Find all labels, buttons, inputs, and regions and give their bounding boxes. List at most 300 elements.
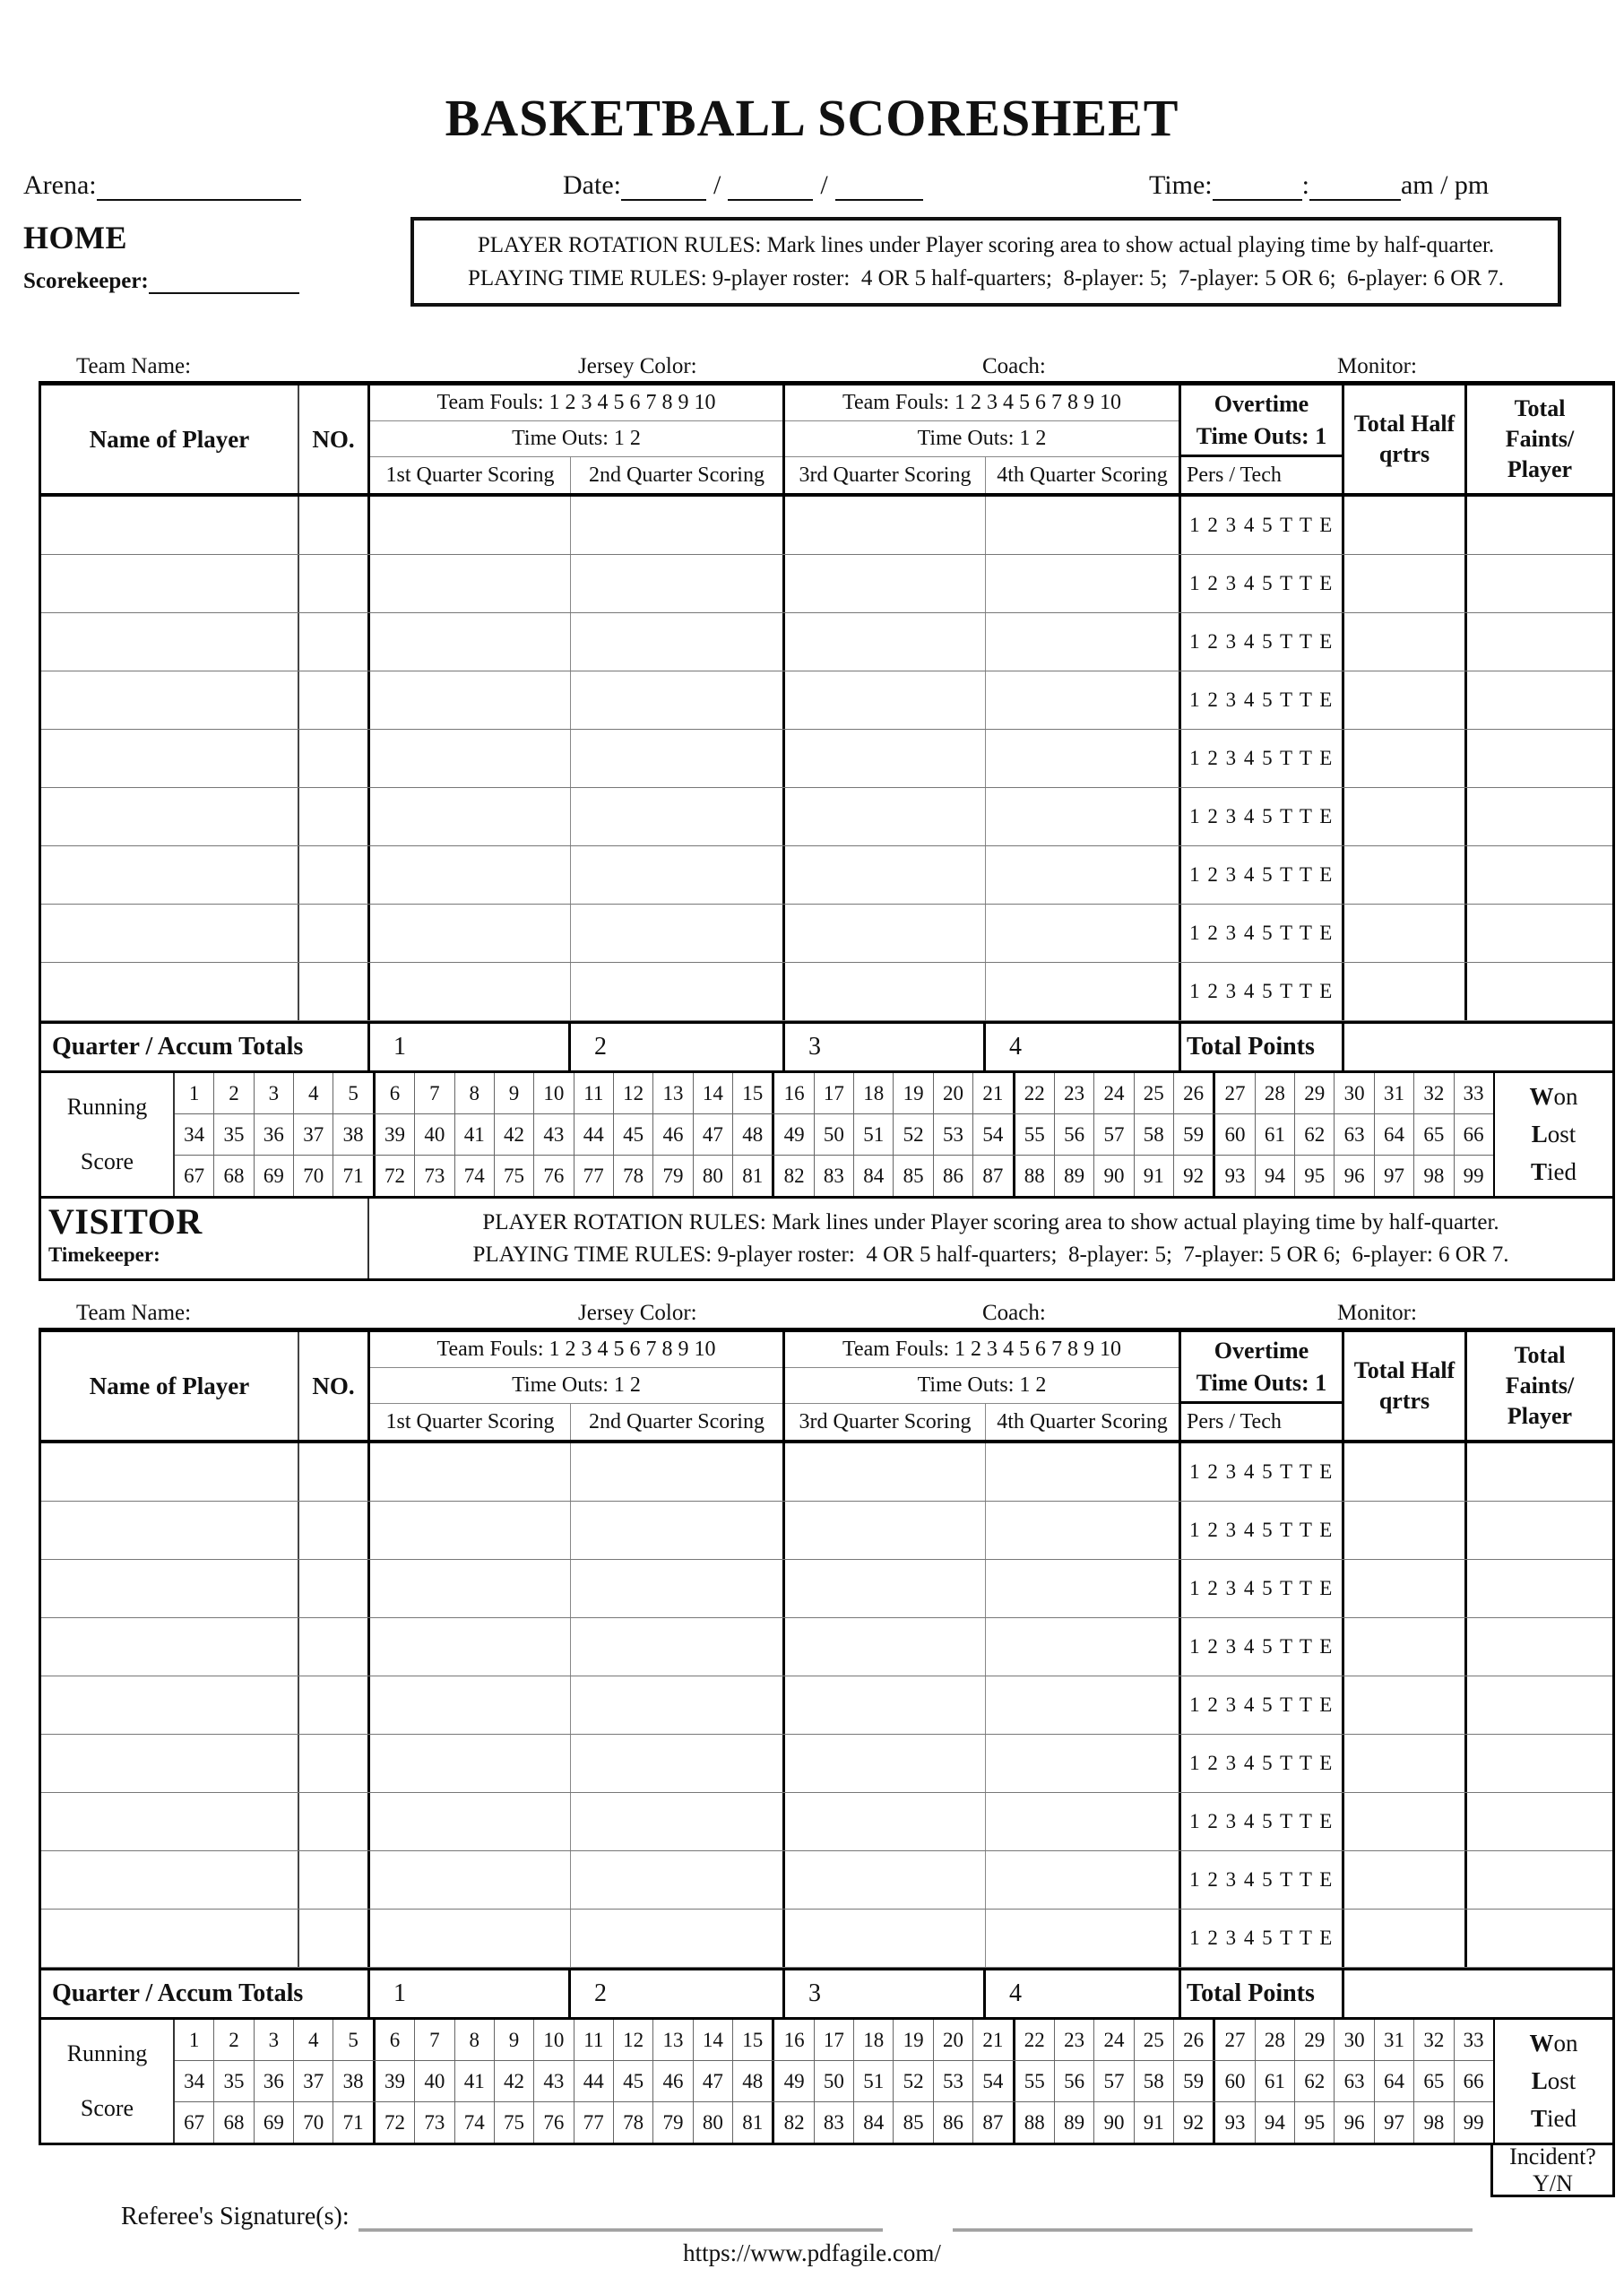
header-q4-scoring: 4th Quarter Scoring bbox=[997, 463, 1168, 487]
pers-tech-scale: 1 2 3 4 5 T T E bbox=[1181, 905, 1344, 962]
header-no: NO. bbox=[299, 1332, 370, 1440]
running-score-cell: 75 bbox=[495, 2102, 534, 2143]
q2-scoring-cell bbox=[571, 1618, 785, 1676]
totals-quarter-3: 3 bbox=[785, 1970, 986, 2017]
q1-scoring-cell bbox=[370, 671, 571, 729]
q2-scoring-cell bbox=[571, 1910, 785, 1967]
result-lost: Lost bbox=[1531, 2066, 1576, 2094]
total-faints-cell bbox=[1467, 671, 1612, 729]
running-score-cell: 59 bbox=[1174, 1114, 1215, 1155]
time-blank-line bbox=[1309, 169, 1401, 201]
running-score-cell: 32 bbox=[1414, 2020, 1454, 2060]
running-score-cell: 61 bbox=[1256, 2061, 1295, 2101]
q2-scoring-cell bbox=[571, 730, 785, 787]
running-score-cell: 29 bbox=[1295, 1073, 1335, 1113]
player-no-cell bbox=[299, 671, 370, 729]
ampm-label: am / pm bbox=[1400, 170, 1490, 200]
date-slash: / bbox=[820, 170, 828, 200]
total-half-cell bbox=[1344, 905, 1467, 962]
running-score-cell: 37 bbox=[294, 2061, 333, 2101]
running-score-cell: 95 bbox=[1295, 2102, 1335, 2143]
running-score-cell: 30 bbox=[1335, 1073, 1374, 1113]
running-score-cell: 77 bbox=[574, 1156, 614, 1196]
running-score-cell: 73 bbox=[415, 1156, 454, 1196]
running-score-cell: 97 bbox=[1375, 2102, 1414, 2143]
q1-scoring-cell bbox=[370, 497, 571, 554]
header-total-half-qrtrs: Total Half qrtrs bbox=[1344, 1332, 1467, 1440]
q2-scoring-cell bbox=[571, 1793, 785, 1850]
q4-scoring-cell bbox=[986, 963, 1181, 1020]
header-overtime-timeouts bbox=[1181, 1332, 1342, 1404]
running-score-cell: 12 bbox=[614, 2020, 653, 2060]
q1-scoring-cell bbox=[370, 1502, 571, 1559]
player-name-cell bbox=[41, 613, 299, 671]
running-score-cell: 43 bbox=[534, 1114, 574, 1155]
running-score-cell: 72 bbox=[376, 1156, 415, 1196]
q4-scoring-cell bbox=[986, 905, 1181, 962]
home-player-row bbox=[41, 613, 1612, 671]
running-score-cell: 68 bbox=[214, 1156, 254, 1196]
team-name-label: Team Name: bbox=[76, 1301, 192, 1325]
q1-scoring-cell bbox=[370, 1910, 571, 1967]
pers-tech-scale: 1 2 3 4 5 T T E bbox=[1181, 1735, 1344, 1792]
running-score-cell: 20 bbox=[934, 1073, 973, 1113]
running-score-cell: 42 bbox=[495, 1114, 534, 1155]
home-player-row bbox=[41, 963, 1612, 1021]
home-player-row bbox=[41, 730, 1612, 788]
running-score-cell: 31 bbox=[1375, 2020, 1414, 2060]
header-group-quarters-3-4 bbox=[785, 1332, 1181, 1440]
timekeeper-label: Timekeeper: bbox=[48, 1243, 160, 1266]
q1-scoring-cell bbox=[370, 613, 571, 671]
signature-line bbox=[358, 2198, 883, 2231]
date-blank-line bbox=[835, 169, 923, 201]
q3-scoring-cell bbox=[785, 1676, 986, 1734]
running-score-cell: 1 bbox=[175, 1073, 214, 1113]
running-score-cell: 4 bbox=[294, 1073, 333, 1113]
q1-scoring-cell bbox=[370, 1851, 571, 1909]
home-table-header bbox=[41, 385, 1612, 497]
running-score-cell: 87 bbox=[973, 2102, 1015, 2143]
player-no-cell bbox=[299, 497, 370, 554]
running-score-cell: 89 bbox=[1055, 1156, 1094, 1196]
player-name-cell bbox=[41, 730, 299, 787]
q2-scoring-cell bbox=[571, 497, 785, 554]
running-score-row bbox=[175, 2020, 1493, 2061]
home-totals-row bbox=[41, 1021, 1612, 1073]
total-faints-cell bbox=[1467, 1502, 1612, 1559]
running-score-cell: 84 bbox=[854, 1156, 894, 1196]
total-half-cell bbox=[1344, 1735, 1467, 1792]
running-score-cell: 20 bbox=[934, 2020, 973, 2060]
scorekeeper-blank-line bbox=[149, 267, 299, 294]
total-half-cell bbox=[1344, 1443, 1467, 1501]
pers-tech-scale: 1 2 3 4 5 T T E bbox=[1181, 1618, 1344, 1676]
visitor-score-table bbox=[39, 1328, 1615, 2145]
running-score-cell: 47 bbox=[694, 2061, 733, 2101]
running-score-cell: 21 bbox=[973, 1073, 1015, 1113]
total-half-cell bbox=[1344, 730, 1467, 787]
running-score-cell: 25 bbox=[1135, 1073, 1174, 1113]
q3-scoring-cell bbox=[785, 1560, 986, 1617]
running-score-grid bbox=[175, 2020, 1493, 2143]
header-total-faints-player: Total Faints/ Player bbox=[1505, 395, 1575, 482]
running-score-cell: 51 bbox=[854, 1114, 894, 1155]
running-score-cell: 67 bbox=[175, 1156, 214, 1196]
running-score-cell: 38 bbox=[333, 1114, 375, 1155]
q3-scoring-cell bbox=[785, 730, 986, 787]
header-group-quarters-1-2 bbox=[370, 1332, 785, 1440]
running-score-cell: 44 bbox=[574, 1114, 614, 1155]
total-faints-cell bbox=[1467, 1618, 1612, 1676]
running-score-cell: 47 bbox=[694, 1114, 733, 1155]
total-half-cell bbox=[1344, 671, 1467, 729]
home-player-row bbox=[41, 905, 1612, 963]
running-score-cell: 76 bbox=[534, 2102, 574, 2143]
running-score-cell: 18 bbox=[854, 2020, 894, 2060]
running-score-cell: 90 bbox=[1094, 1156, 1134, 1196]
running-score-cell: 71 bbox=[333, 1156, 375, 1196]
totals-blank-cell bbox=[1344, 1024, 1612, 1070]
running-score-cell: 77 bbox=[574, 2102, 614, 2143]
signature-line bbox=[953, 2198, 1473, 2231]
q3-scoring-cell bbox=[785, 963, 986, 1020]
header-overtime-column bbox=[1181, 385, 1344, 493]
date-field bbox=[563, 169, 923, 201]
running-score-cell: 99 bbox=[1463, 2110, 1484, 2134]
running-score-cell: 58 bbox=[1135, 2061, 1174, 2101]
header-quarter-scoring-row bbox=[785, 1404, 1179, 1440]
totals-quarter-1: 1 bbox=[370, 1024, 571, 1070]
running-score-cell: 63 bbox=[1335, 1114, 1374, 1155]
visitor-player-row bbox=[41, 1502, 1612, 1560]
total-faints-cell bbox=[1467, 788, 1612, 845]
running-score-cell: 97 bbox=[1375, 1156, 1414, 1196]
running-score-cell: 15 bbox=[733, 2020, 774, 2060]
totals-quarter-2: 2 bbox=[571, 1024, 785, 1070]
running-score-cell: 52 bbox=[894, 1114, 933, 1155]
total-half-cell bbox=[1344, 846, 1467, 904]
header-quarter-scoring-row bbox=[370, 457, 782, 493]
header-time-outs: Time Outs: 1 2 bbox=[370, 1368, 782, 1404]
total-faints-cell bbox=[1467, 963, 1612, 1020]
q1-scoring-cell bbox=[370, 1735, 571, 1792]
running-score-cell: 86 bbox=[934, 2102, 973, 2143]
player-name-cell bbox=[41, 1443, 299, 1501]
running-score-cell: 78 bbox=[614, 2102, 653, 2143]
player-no-cell bbox=[299, 1560, 370, 1617]
player-name-cell bbox=[41, 1851, 299, 1909]
coach-label: Coach: bbox=[982, 1301, 1046, 1325]
result-tied: Tied bbox=[1530, 1157, 1576, 1185]
visitor-player-row bbox=[41, 1851, 1612, 1910]
arena-blank-line bbox=[97, 169, 301, 201]
pers-tech-scale: 1 2 3 4 5 T T E bbox=[1181, 1676, 1344, 1734]
running-score-cell: 27 bbox=[1215, 1073, 1255, 1113]
rules-line-1: PLAYER ROTATION RULES: Mark lines under Player scoring area to show actual playing time by half-quarter. bbox=[482, 1209, 1499, 1234]
running-score-cell: 6 bbox=[376, 1073, 415, 1113]
totals-quarter-4: 4 bbox=[986, 1024, 1181, 1070]
q4-scoring-cell bbox=[986, 671, 1181, 729]
header-team-fouls: Team Fouls: 1 2 3 4 5 6 7 8 9 10 bbox=[785, 1332, 1179, 1368]
q3-scoring-cell bbox=[785, 1851, 986, 1909]
running-score-cell: 3 bbox=[255, 1073, 294, 1113]
q4-scoring-cell bbox=[986, 1443, 1181, 1501]
result-won: Won bbox=[1529, 1083, 1578, 1111]
result-won: Won bbox=[1529, 2030, 1578, 2057]
pers-tech-scale: 1 2 3 4 5 T T E bbox=[1181, 613, 1344, 671]
running-score-label-word: Running bbox=[66, 2040, 148, 2067]
visitor-player-row bbox=[41, 1735, 1612, 1793]
visitor-player-row bbox=[41, 1910, 1612, 1968]
pers-tech-scale: 1 2 3 4 5 T T E bbox=[1181, 497, 1344, 554]
running-score-cell: 58 bbox=[1135, 1114, 1174, 1155]
total-half-cell bbox=[1344, 1793, 1467, 1850]
q1-scoring-cell bbox=[370, 788, 571, 845]
home-score-table bbox=[39, 381, 1615, 1199]
running-score-cell: 46 bbox=[653, 1114, 693, 1155]
player-name-cell bbox=[41, 1676, 299, 1734]
home-section-labels bbox=[39, 351, 1615, 381]
jersey-color-label: Jersey Color: bbox=[578, 354, 697, 378]
running-score-cell: 41 bbox=[455, 2061, 495, 2101]
q3-scoring-cell bbox=[785, 1735, 986, 1792]
team-name-label: Team Name: bbox=[76, 354, 192, 378]
q1-scoring-cell bbox=[370, 555, 571, 612]
q3-scoring-cell bbox=[785, 555, 986, 612]
visitor-player-row bbox=[41, 1793, 1612, 1851]
total-half-cell bbox=[1344, 963, 1467, 1020]
q4-scoring-cell bbox=[986, 730, 1181, 787]
q4-scoring-cell bbox=[986, 555, 1181, 612]
running-score-cell: 65 bbox=[1414, 2061, 1454, 2101]
visitor-player-row bbox=[41, 1443, 1612, 1502]
running-score-row bbox=[175, 1114, 1493, 1156]
visitor-band bbox=[39, 1199, 1615, 1281]
running-score-cell: 64 bbox=[1375, 2061, 1414, 2101]
player-no-cell bbox=[299, 730, 370, 787]
time-colon: : bbox=[1301, 170, 1309, 200]
running-score-cell: 96 bbox=[1335, 1156, 1374, 1196]
total-faints-cell bbox=[1467, 497, 1612, 554]
running-score-cell: 94 bbox=[1256, 2102, 1295, 2143]
running-score-cell: 19 bbox=[894, 2020, 933, 2060]
running-score-label bbox=[41, 2020, 175, 2143]
player-no-cell bbox=[299, 1851, 370, 1909]
running-score-cell: 62 bbox=[1295, 2061, 1335, 2101]
running-score-cell: 34 bbox=[175, 2061, 214, 2101]
q2-scoring-cell bbox=[571, 1735, 785, 1792]
running-score-cell: 8 bbox=[455, 2020, 495, 2060]
running-score-cell: 88 bbox=[1015, 2102, 1055, 2143]
pers-tech-scale: 1 2 3 4 5 T T E bbox=[1181, 1851, 1344, 1909]
header-overtime-label: Overtime bbox=[1214, 1338, 1309, 1364]
running-score-cell: 91 bbox=[1135, 2102, 1174, 2143]
running-score-cell: 98 bbox=[1414, 1156, 1454, 1196]
running-score-cell: 48 bbox=[733, 1114, 774, 1155]
player-no-cell bbox=[299, 555, 370, 612]
total-half-cell bbox=[1344, 1676, 1467, 1734]
q1-scoring-cell bbox=[370, 730, 571, 787]
visitor-running-score bbox=[41, 2020, 1612, 2143]
running-score-cell: 96 bbox=[1335, 2102, 1374, 2143]
time-label: Time: bbox=[1149, 170, 1213, 200]
running-score-cell: 50 bbox=[815, 2061, 854, 2101]
header-total-faints-player: Total Faints/ Player bbox=[1505, 1342, 1575, 1429]
visitor-band-left bbox=[41, 1199, 367, 1278]
player-no-cell bbox=[299, 788, 370, 845]
running-score-cell: 60 bbox=[1215, 2061, 1255, 2101]
q2-scoring-cell bbox=[571, 846, 785, 904]
game-result-box bbox=[1493, 1073, 1612, 1196]
rules-box bbox=[410, 217, 1561, 307]
running-score-cell: 46 bbox=[653, 2061, 693, 2101]
header-q3-scoring: 3rd Quarter Scoring bbox=[785, 457, 986, 493]
running-score-cell: 54 bbox=[973, 2061, 1015, 2101]
running-score-cell: 92 bbox=[1174, 2102, 1215, 2143]
pers-tech-scale: 1 2 3 4 5 T T E bbox=[1181, 1910, 1344, 1967]
player-name-cell bbox=[41, 788, 299, 845]
pers-tech-scale: 1 2 3 4 5 T T E bbox=[1181, 1502, 1344, 1559]
q2-scoring-cell bbox=[571, 905, 785, 962]
totals-blank-cell bbox=[1344, 1970, 1612, 2017]
running-score-cell: 69 bbox=[255, 2102, 294, 2143]
running-score-cell: 94 bbox=[1256, 1156, 1295, 1196]
running-score-cell: 60 bbox=[1215, 1114, 1255, 1155]
header-q4-scoring: 4th Quarter Scoring bbox=[997, 1409, 1168, 1433]
running-score-cell: 74 bbox=[455, 1156, 495, 1196]
running-score-cell: 85 bbox=[894, 2102, 933, 2143]
running-score-cell: 52 bbox=[894, 2061, 933, 2101]
running-score-cell: 5 bbox=[333, 2020, 375, 2060]
q4-scoring-cell bbox=[986, 788, 1181, 845]
running-score-cell: 26 bbox=[1174, 1073, 1215, 1113]
running-score-cell: 34 bbox=[175, 1114, 214, 1155]
pers-tech-scale: 1 2 3 4 5 T T E bbox=[1181, 1443, 1344, 1501]
running-score-cell: 15 bbox=[733, 1073, 774, 1113]
q1-scoring-cell bbox=[370, 1676, 571, 1734]
running-score-cell: 65 bbox=[1414, 1114, 1454, 1155]
visitor-player-row bbox=[41, 1560, 1612, 1618]
visitor-player-row bbox=[41, 1618, 1612, 1676]
player-no-cell bbox=[299, 1735, 370, 1792]
running-score-cell: 53 bbox=[934, 1114, 973, 1155]
running-score-cell: 62 bbox=[1295, 1114, 1335, 1155]
running-score-cell: 13 bbox=[653, 1073, 693, 1113]
running-score-cell: 95 bbox=[1295, 1156, 1335, 1196]
totals-label: Quarter / Accum Totals bbox=[41, 1970, 370, 2017]
q2-scoring-cell bbox=[571, 1676, 785, 1734]
running-score-cell: 41 bbox=[455, 1114, 495, 1155]
incident-box bbox=[1490, 2145, 1615, 2197]
running-score-cell: 99 bbox=[1463, 1164, 1484, 1187]
header-name-of-player: Name of Player bbox=[41, 385, 299, 493]
q3-scoring-cell bbox=[785, 1910, 986, 1967]
player-no-cell bbox=[299, 1618, 370, 1676]
q2-scoring-cell bbox=[571, 555, 785, 612]
header-overtime-label: Overtime bbox=[1214, 391, 1309, 418]
running-score-cell: 56 bbox=[1055, 2061, 1094, 2101]
running-score-cell: 8 bbox=[455, 1073, 495, 1113]
header-q3-scoring: 3rd Quarter Scoring bbox=[785, 1404, 986, 1440]
q4-scoring-cell bbox=[986, 1618, 1181, 1676]
player-name-cell bbox=[41, 555, 299, 612]
header-time-outs: Time Outs: 1 2 bbox=[785, 421, 1179, 457]
running-score-cell: 29 bbox=[1295, 2020, 1335, 2060]
player-no-cell bbox=[299, 1910, 370, 1967]
visitor-title: VISITOR bbox=[48, 1201, 203, 1242]
q3-scoring-cell bbox=[785, 905, 986, 962]
running-score-cell: 67 bbox=[175, 2102, 214, 2143]
player-name-cell bbox=[41, 905, 299, 962]
q1-scoring-cell bbox=[370, 905, 571, 962]
q2-scoring-cell bbox=[571, 963, 785, 1020]
running-score-row bbox=[175, 1073, 1493, 1114]
running-score-cell: 35 bbox=[214, 1114, 254, 1155]
pers-tech-scale: 1 2 3 4 5 T T E bbox=[1181, 1560, 1344, 1617]
running-score-cell: 2 bbox=[214, 2020, 254, 2060]
home-player-row bbox=[41, 788, 1612, 846]
scorekeeper-field bbox=[23, 267, 299, 294]
totals-quarter-3: 3 bbox=[785, 1024, 986, 1070]
running-score-cell: 83 bbox=[815, 2102, 854, 2143]
q3-scoring-cell bbox=[785, 1793, 986, 1850]
running-score-cell: 51 bbox=[854, 2061, 894, 2101]
running-score-cell: 32 bbox=[1414, 1073, 1454, 1113]
visitor-player-row bbox=[41, 1676, 1612, 1735]
q3-scoring-cell bbox=[785, 1443, 986, 1501]
total-faints-cell bbox=[1467, 1735, 1612, 1792]
player-no-cell bbox=[299, 1676, 370, 1734]
q2-scoring-cell bbox=[571, 1851, 785, 1909]
running-score-cell: 93 bbox=[1215, 2102, 1255, 2143]
running-score-cell: 55 bbox=[1015, 1114, 1055, 1155]
running-score-cell: 90 bbox=[1094, 2102, 1134, 2143]
running-score-cell: 57 bbox=[1094, 1114, 1134, 1155]
running-score-cell: 24 bbox=[1094, 2020, 1134, 2060]
q1-scoring-cell bbox=[370, 1618, 571, 1676]
running-score-cell: 80 bbox=[694, 2102, 733, 2143]
player-no-cell bbox=[299, 1793, 370, 1850]
player-no-cell bbox=[299, 846, 370, 904]
running-score-cell: 45 bbox=[614, 1114, 653, 1155]
running-score-label-word: Score bbox=[80, 1148, 134, 1174]
running-score-cell: 49 bbox=[774, 2061, 814, 2101]
site-url[interactable]: https://www.pdfagile.com/ bbox=[683, 2239, 941, 2266]
running-score-cell: 53 bbox=[934, 2061, 973, 2101]
running-score-cell: 61 bbox=[1256, 1114, 1295, 1155]
running-score-cell: 7 bbox=[415, 2020, 454, 2060]
q2-scoring-cell bbox=[571, 1502, 785, 1559]
header-q1-scoring: 1st Quarter Scoring bbox=[370, 1404, 571, 1440]
player-name-cell bbox=[41, 1560, 299, 1617]
rules-line-2: PLAYING TIME RULES: 9-player roster: 4 OR 5 half-quarters; 8-player: 5; 7-player: 5 OR 6; 6-player: 6 OR 7. bbox=[467, 265, 1505, 290]
player-name-cell bbox=[41, 1502, 299, 1559]
running-score-cell: 70 bbox=[294, 1156, 333, 1196]
running-score-label-word: Score bbox=[80, 2094, 134, 2121]
total-half-cell bbox=[1344, 1910, 1467, 1967]
running-score-cell: 36 bbox=[255, 2061, 294, 2101]
total-faints-cell bbox=[1467, 905, 1612, 962]
home-title: HOME bbox=[23, 220, 127, 255]
totals-quarter-2: 2 bbox=[571, 1970, 785, 2017]
running-score-cell: 37 bbox=[294, 1114, 333, 1155]
pers-tech-scale: 1 2 3 4 5 T T E bbox=[1181, 788, 1344, 845]
q3-scoring-cell bbox=[785, 846, 986, 904]
header-overtime-timeouts-label: Time Outs: 1 bbox=[1196, 1369, 1327, 1396]
running-score-cell: 17 bbox=[815, 1073, 854, 1113]
player-no-cell bbox=[299, 1443, 370, 1501]
